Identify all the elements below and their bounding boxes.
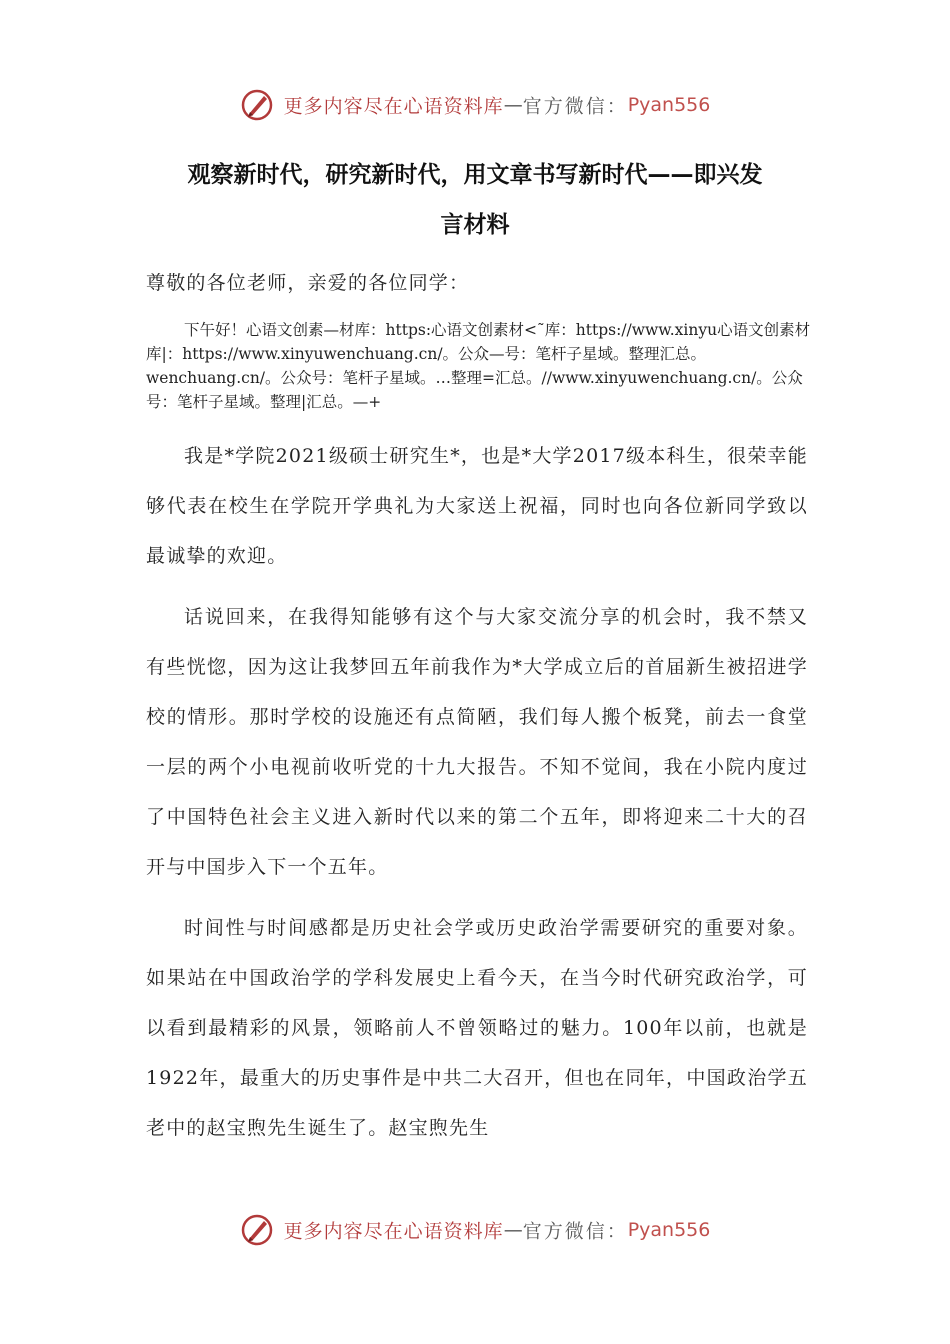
page-title-line2: 言材料 [440,212,510,238]
banner-wechat-id: Pyan556 [627,94,711,116]
banner-grey-text: 官方微信： [522,95,628,118]
banner-dash: — [503,1219,523,1241]
copy-notice-block: 下午好！心语文创素—材库：https:心语文创素材<˜库：https://www.xinyu心语文创素材库|：https://www.xinyuwenchuang.cn/。公众—号：笔杆子星域。整理汇总。wenchuang.cn/。公众号：笔杆子星域。…整理=汇总。//www.xinyuwenchuang.cn/。公众号：笔杆子星域。整理|汇总。—+ [146,321,811,411]
pen-circle-logo-icon [240,1213,274,1247]
paragraph-1: 我是*学院2021级硕士研究生*，也是*大学2017级本科生，很荣幸能够代表在校生在学院开学典礼为大家送上祝福，同时也向各位新同学致以最诚挚的欢迎。 [146,445,808,567]
banner-dash: — [503,94,523,116]
footer-banner [0,1213,950,1247]
page-title-line1: 观察新时代，研究新时代，用文章书写新时代——即兴发 [187,162,763,188]
paragraph-2: 话说回来，在我得知能够有这个与大家交流分享的机会时，我不禁又有些恍惚，因为这让我梦回五年前我作为*大学成立后的首届新生被招进学校的情形。那时学校的设施还有点简陋，我们每人搬个板凳，前去一食堂一层的两个小电视前收听党的十九大报告。不知不觉间，我在小院内度过了中国特色社会主义进入新时代以来的第二个五年，即将迎来二十大的召开与中国步入下一个五年。 [146,606,808,878]
greeting: 尊敬的各位老师，亲爱的各位同学： [146,272,470,294]
banner-red-text: 更多内容尽在心语资料库 [283,95,504,118]
pen-circle-logo-icon [240,88,274,122]
paragraph-3: 时间性与时间感都是历史社会学或历史政治学需要研究的重要对象。如果站在中国政治学的学科发展史上看今天，在当今时代研究政治学，可以看到最精彩的风景，领略前人不曾领略过的魅力。100年以前，也就是1922年，最重大的历史事件是中共二大召开，但也在同年，中国政治学五老中的赵宝煦先生诞生了。赵宝煦先生 [146,917,808,1139]
banner-red-text: 更多内容尽在心语资料库 [283,1220,504,1243]
banner-wechat-id: Pyan556 [627,1219,711,1241]
banner-grey-text: 官方微信： [522,1220,628,1243]
header-banner [0,88,950,122]
